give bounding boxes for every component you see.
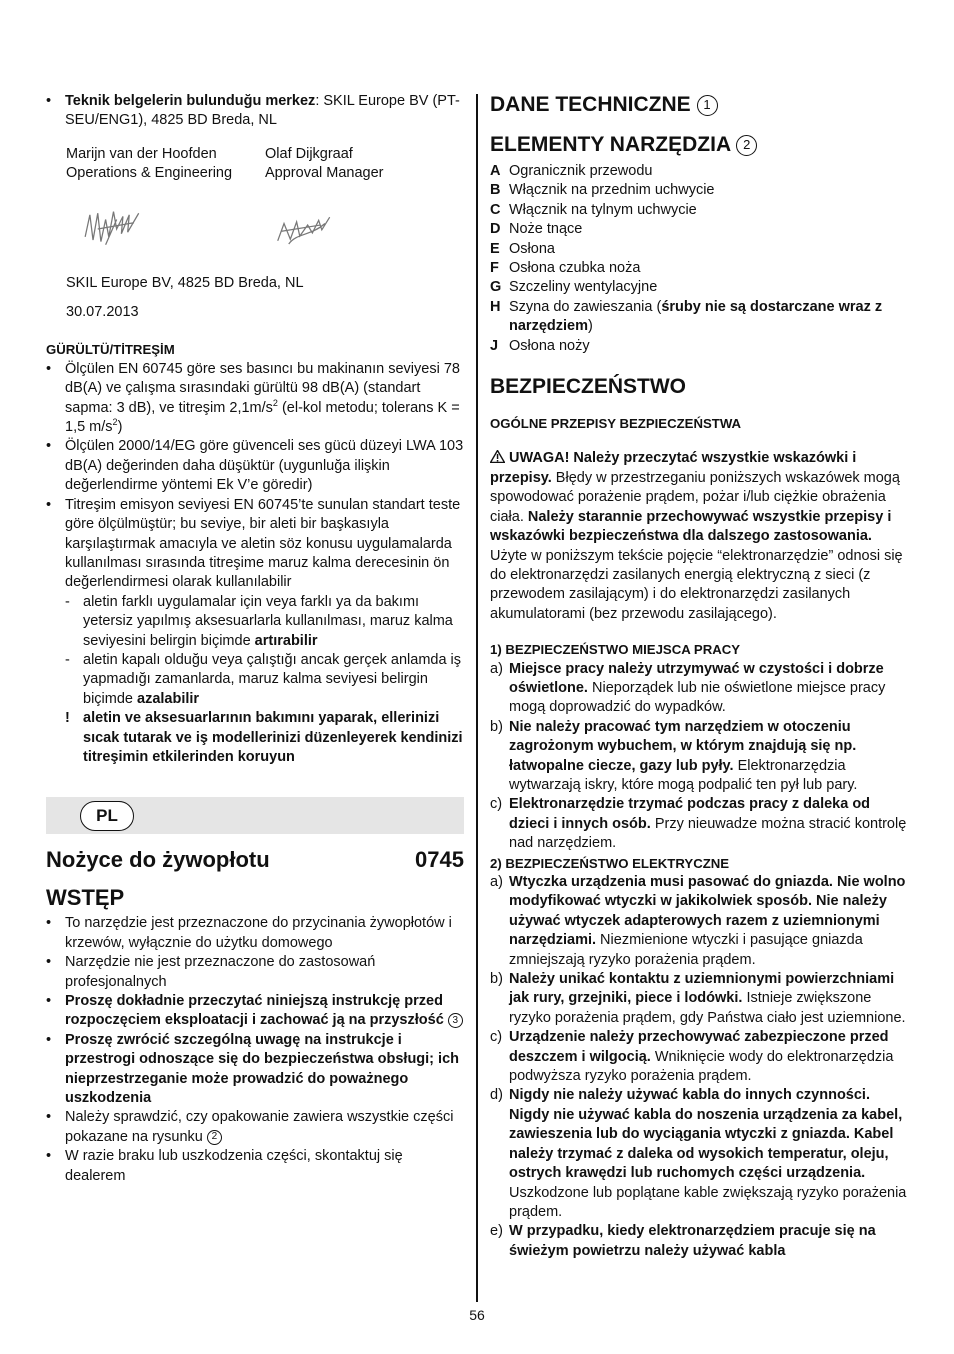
- declaration-date: 30.07.2013: [66, 304, 139, 321]
- intro-bullet-4: • Proszę zwrócić szczególną uwagę na instrukcje i przestrogi odnoszące się do bezpieczeństwa obsługi; ich nieprzestrzeganie może prowadzić do poważnego uszkodzenia: [46, 1031, 459, 1107]
- work-area-item: b) Nie należy pracować tym narzędziem w otoczeniu zagrożonym wybuchem, w którym znajdują się np. łatwopalne ciecze, gazy lub pyły. Elektronarzędzia wytwarzają iskry, które mogą podpalić ten pył lub pary.: [490, 718, 858, 793]
- intro-bullet-6: • W razie braku lub uszkodzenia części, skontaktuj się dealerem: [46, 1148, 403, 1184]
- signer-1: [66, 145, 265, 184]
- element-item: B Włącznik na przednim uchwycie: [490, 182, 715, 199]
- technical-file-label: Teknik belgelerin bulunduğu merkez: [65, 93, 316, 109]
- tool-elements-heading: ELEMENTY NARZĘDZIA 2: [490, 132, 910, 158]
- electrical-item: b) Należy unikać kontaktu z uziemnionymi powierzchniami jak rury, grzejniki, piece i lodówki. Istnieje zwiększone ryzyko porażenia prądem, gdy Państwa ciało jest uziemnione.: [490, 971, 906, 1026]
- element-item: H Szyna do zawieszania (śruby nie są dostarczane wraz z narzędziem): [490, 298, 883, 335]
- noise-subitem-2: - aletin kapalı olduğu veya çalıştığı ancak gerçek anlamda iş yapmadığı zamanlarda, maruz kalma seviyesi belirgin biçimde azalabilir: [65, 651, 462, 707]
- work-area-item: a) Miejsce pracy należy utrzymywać w czystości i dobrze oświetlone. Nieporządek lub nie oświetlone miejsce pracy mogą doprowadzić do wypadków.: [490, 660, 886, 716]
- signature-1: [82, 199, 145, 259]
- intro-bullet-3: • Proszę dokładnie przeczytać niniejszą instrukcję przed rozpoczęciem eksploatacji i zachować ją na przyszłość 3: [46, 992, 464, 1031]
- technical-file-address: : SKIL Europe BV (PT-SEU/ENG1), 4825 BD Breda, NL: [65, 93, 460, 129]
- warning-icon: [490, 450, 505, 463]
- signatures: [82, 194, 464, 264]
- signer-2: [265, 145, 464, 184]
- signer-names: [66, 145, 464, 184]
- work-area-item: c) Elektronarzędzie trzymać podczas pracy z daleka od dzieci i innych osób. Przy nieuwadze można stracić kontrolę nad narzędziem.: [490, 796, 907, 852]
- right-column: [490, 92, 910, 1261]
- language-badge: PL: [80, 801, 134, 831]
- noise-subitem-1: - aletin farklı uygulamalar için veya farklı ya da bakımı yetersiz yapılmış aksesuarlarla kullanılması, maruz kalma seviyesini belirgin biçimde artırabilir: [65, 593, 453, 649]
- bullet: •: [46, 93, 52, 109]
- product-name: Nożyce do żywopłotu: [46, 847, 270, 873]
- general-warning: UWAGA! Należy przeczytać wszystkie wskazówki i przepisy. Błędy w przestrzeganiu poniższych wskazówek mogą spowodować porażenie prądem, pożar i/lub ciężkie obrażenia ciała. Należy starannie przechowywać wszystkie przepisy i wskazówki bezpieczeństwa dla dalszego zastosowania. Użyte w poniższym tekście pojęcie “elektronarzędzie” odnosi się do elektronarzędzi zasilanych energią elektryczną z sieci (z przewodem zasilającym) i do elektronarzędzi zasilanych akumulatorami (bez przewodu zasilającego).: [490, 450, 903, 622]
- element-item: G Szczeliny wentylacyjne: [490, 279, 658, 296]
- page-number: 56: [469, 1307, 485, 1323]
- signer-name: Marijn van der Hoofden: [66, 145, 217, 162]
- product-title: [46, 846, 464, 874]
- element-item: E Osłona: [490, 240, 555, 257]
- element-item: D Noże tnące: [490, 221, 583, 238]
- electrical-item: e) W przypadku, kiedy elektronarzędziem pracuje się na świeżym powietrzu należy używać kabla: [490, 1223, 876, 1259]
- signature-2: [273, 204, 336, 254]
- column-divider: [476, 94, 478, 1302]
- noise-bullet-2: • Ölçülen 2000/14/EG göre güvenceli ses gücü düzeyi LWA 103 dB(A) değerinden daha düşüktür (uygunluğa ilişkin değerlendirme yöntemi Ek V’e göredir): [46, 438, 464, 494]
- electrical-item: d) Nigdy nie należy używać kabla do innych czynności. Nigdy nie używać kabla do noszenia urządzenia za kabel, zawieszenia lub do wyciągania wtyczki z gniazda. Kabel należy trzymać z daleka od wysokich temperatur, oleju, ostrych krawędzi lub ruchomych części urządzenia. Uszkodzone lub poplątane kable zwiększają ryzyko porażenia prądem.: [490, 1087, 907, 1220]
- figure-reference: 2: [736, 135, 757, 156]
- element-item: A Ogranicznik przewodu: [490, 163, 653, 179]
- language-band: [46, 797, 464, 834]
- noise-heading: GÜRÜLTÜ/TİTREŞİM: [46, 342, 175, 358]
- work-area-heading: 1) BEZPIECZEŃSTWO MIEJSCA PRACY: [490, 642, 741, 658]
- noise-bullet-1: • Ölçülen EN 60745 göre ses basıncı bu makinanın seviyesi 78 dB(A) ve çalışma sırasındaki gürültü 98 dB(A) (standart sapma: 3 dB), ve titreşim $2,1m/s^2$ (el-kol metodu; tolerans K = 1,5 $m/s^2$): [46, 360, 460, 436]
- product-model: 0745: [415, 847, 464, 873]
- element-item: C Włącznik na tylnym uchwycie: [490, 201, 697, 218]
- signer-role: Operations & Engineering: [66, 165, 233, 182]
- element-item: F Osłona czubka noża: [490, 260, 641, 277]
- element-item: J Osłona noży: [490, 337, 590, 354]
- left-column: [46, 92, 464, 1186]
- figure-reference: 1: [697, 95, 718, 116]
- general-safety-heading: OGÓLNE PRZEPISY BEZPIECZEŃSTWA: [490, 416, 742, 432]
- intro-bullet-2: • Narzędzie nie jest przeznaczone do zastosowań profesjonalnych: [46, 954, 376, 990]
- safety-heading: BEZPIECZEŃSTWO: [490, 375, 687, 399]
- signer-name: Olaf Dijkgraaf: [265, 145, 353, 162]
- electrical-safety-heading: 2) BEZPIECZEŃSTWO ELEKTRYCZNE: [490, 855, 730, 871]
- noise-bullet-3: • Titreşim emisyon seviyesi EN 60745’te sunulan standart teste göre ölçülmüştür; bu seviye, bir aleti bir başkasıyla karşılaştırmak amacıyla ve aletin söz konusu uygulamalarda kullanılması sırasında titreşime maruz kalma derecesinin ön değerlendirmesi olarak kullanılabilir: [46, 496, 461, 591]
- technical-file-bullet: [46, 92, 464, 131]
- figure-reference: 3: [448, 1013, 463, 1028]
- technical-data-heading: DANE TECHNICZNE 1: [490, 92, 910, 118]
- signer-role: Approval Manager: [265, 165, 384, 182]
- noise-warning: ! aletin ve aksesuarlarının bakımını yaparak, ellerinizi sıcak tutarak ve iş modellerinizi düzenleyerek kendinizi titreşimin etkilerinden koruyun: [65, 710, 463, 765]
- electrical-item: a) Wtyczka urządzenia musi pasować do gniazda. Nie wolno modyfikować wtyczki w jakikolwiek sposób. Nie należy używać wtyczek adapterowych razem z uziemnionymi narzędziami. Niezmienione wtyczki i pasujące gniazda zmniejszają ryzyko porażenia prądem.: [490, 874, 906, 968]
- intro-heading: WSTĘP: [46, 885, 125, 911]
- intro-bullet-5: • Należy sprawdzić, czy opakowanie zawiera wszystkie części pokazane na rysunku 2: [46, 1109, 454, 1145]
- figure-reference: 2: [207, 1130, 222, 1145]
- intro-bullet-1: • To narzędzie jest przeznaczone do przycinania żywopłotów i krzewów, wyłącznie do użytku domowego: [46, 915, 452, 951]
- company-address: SKIL Europe BV, 4825 BD Breda, NL: [66, 274, 304, 291]
- electrical-item: c) Urządzenie należy przechowywać zabezpieczone przed deszczem i wilgocią. Wniknięcie wody do elektronarzędzia podwyższa ryzyko porażenia prądem.: [490, 1029, 894, 1085]
